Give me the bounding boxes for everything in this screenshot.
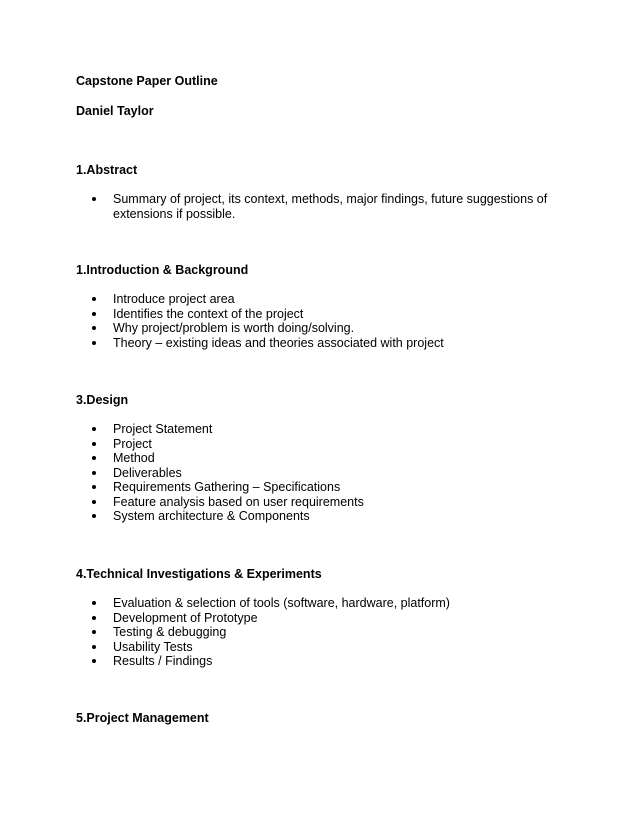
bullet-icon [92,312,96,316]
list-item [88,466,364,481]
bullet-icon [92,645,96,649]
list-item [88,336,444,351]
list-item [88,509,364,524]
list-item-text: Feature analysis based on user requirements [113,494,364,509]
bullet-icon [92,326,96,330]
section-heading-introduction: 1.Introduction & Background [76,263,249,277]
list-item [88,625,450,640]
list-item [88,307,444,322]
bullet-icon [92,485,96,489]
list-item-text: Deliverables [113,465,182,480]
introduction-bullet-list [88,292,444,350]
abstract-bullet-list [88,192,553,221]
list-item-text: Introduce project area [113,292,235,306]
list-item-text: Summary of project, its context, methods, major findings, future suggestions of extensions if possible. [113,192,548,221]
list-item [88,596,450,611]
list-item-text: Evaluation & selection of tools (software, hardware, platform) [113,596,450,610]
bullet-icon [92,659,96,663]
section-heading-project-management: 5.Project Management [76,711,209,725]
bullet-icon [92,297,96,301]
document-title: Capstone Paper Outline [76,74,218,88]
list-item-text: Results / Findings [113,654,213,668]
section-heading-technical-investigations: 4.Technical Investigations & Experiments [76,567,322,581]
list-item [88,321,444,336]
list-item [88,422,364,437]
bullet-icon [92,456,96,460]
list-item [88,640,450,655]
list-item [88,192,553,221]
bullet-icon [92,471,96,475]
list-item [88,480,364,495]
list-item-text: Identifies the context of the project [113,306,304,321]
technical-bullet-list [88,596,450,669]
bullet-icon [92,514,96,518]
section-heading-design: 3.Design [76,393,129,407]
bullet-icon [92,616,96,620]
design-bullet-list [88,422,364,524]
list-item-text: Usability Tests [113,639,193,654]
list-item-text: Project [113,436,152,451]
list-item [88,495,364,510]
bullet-icon [92,500,96,504]
list-item-text: Theory – existing ideas and theories associated with project [113,335,444,350]
list-item [88,654,450,669]
list-item-text: Testing & debugging [113,625,227,639]
list-item-text: Requirements Gathering – Specifications [113,480,341,494]
list-item [88,437,364,452]
bullet-icon [92,601,96,605]
list-item [88,292,444,307]
list-item-text: System architecture & Components [113,509,310,523]
bullet-icon [92,442,96,446]
bullet-icon [92,341,96,345]
list-item-text: Project Statement [113,422,213,436]
list-item [88,451,364,466]
list-item-text: Development of Prototype [113,610,258,625]
bullet-icon [92,197,96,201]
section-heading-abstract: 1.Abstract [76,163,138,177]
list-item-text: Method [113,451,155,465]
list-item-text: Why project/problem is worth doing/solving. [113,321,355,335]
list-item [88,611,450,626]
document-author: Daniel Taylor [76,104,154,118]
bullet-icon [92,630,96,634]
bullet-icon [92,427,96,431]
